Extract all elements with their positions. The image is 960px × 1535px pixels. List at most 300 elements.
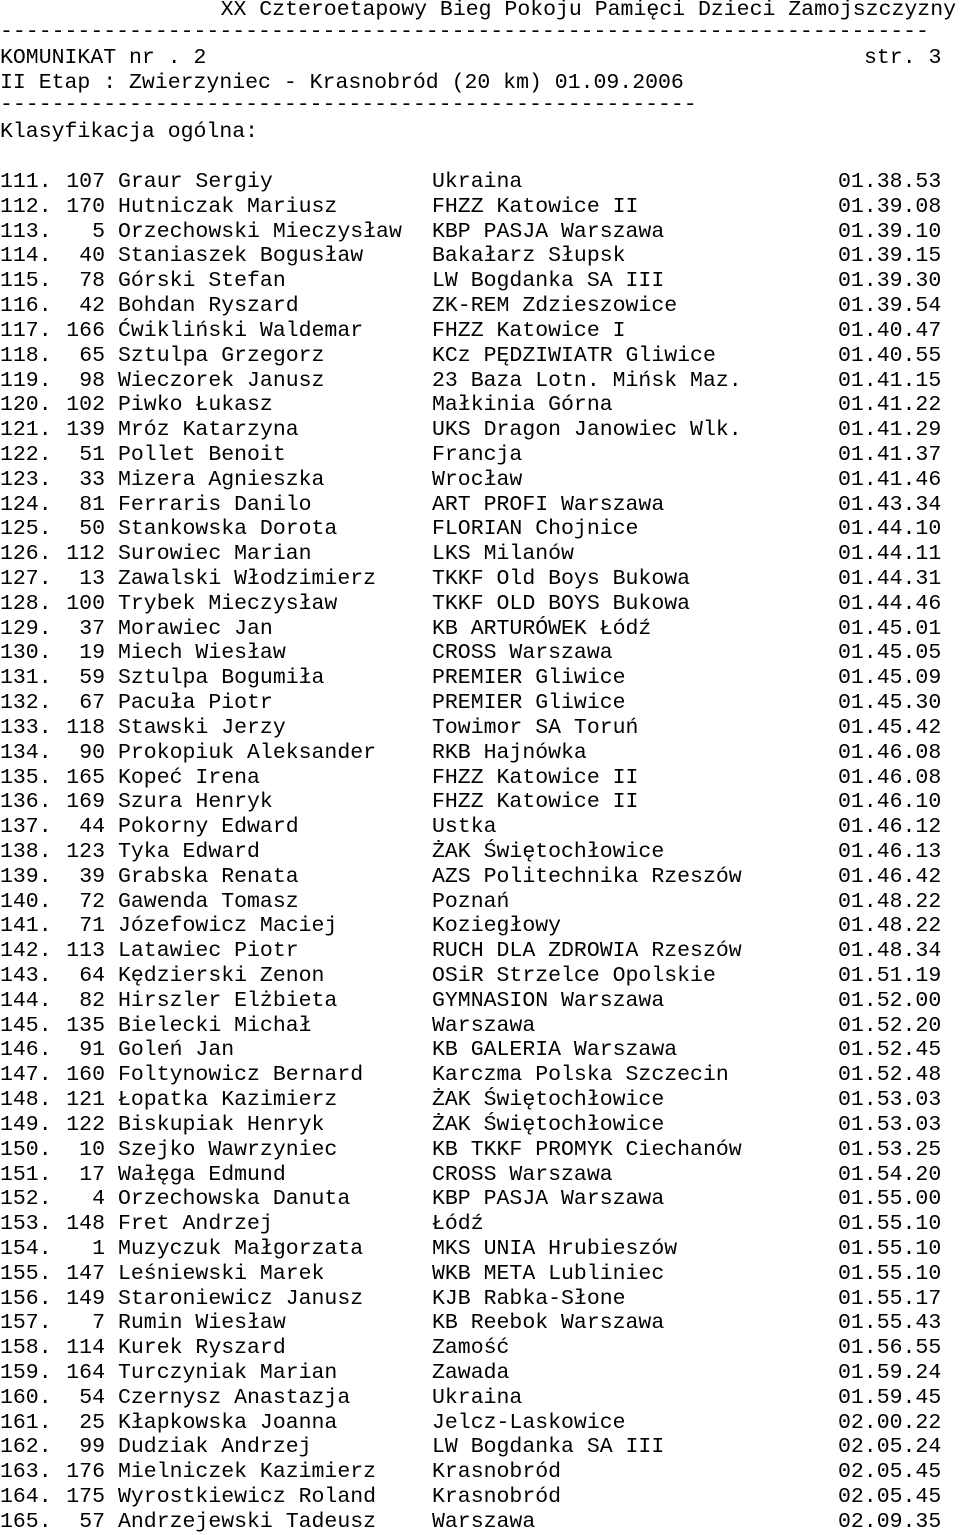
result-row — [0, 269, 960, 294]
runner-name: Staroniewicz Janusz — [118, 1286, 364, 1311]
finish-time: 01.39.10 — [838, 219, 942, 244]
club-name: LW Bogdanka SA III — [432, 269, 665, 294]
result-row — [0, 766, 960, 791]
bib-number: 107 — [66, 170, 105, 194]
finish-time: 01.39.08 — [838, 194, 942, 219]
club-name: UKS Dragon Janowiec Wlk. — [432, 418, 742, 443]
club-name: KJB Rabka-Słone — [432, 1286, 626, 1311]
result-place: 154. — [0, 1236, 52, 1261]
bib-number: 113 — [66, 939, 105, 964]
club-name: MKS UNIA Hrubieszów — [432, 1236, 678, 1261]
runner-name: Biskupiak Henryk — [118, 1112, 325, 1137]
bib-number: 102 — [66, 393, 105, 418]
club-name: ŻAK Świętochłowice — [432, 1088, 665, 1113]
result-row — [0, 1435, 960, 1460]
finish-time: 01.43.34 — [838, 492, 942, 517]
result-row — [0, 815, 960, 840]
result-place: 161. — [0, 1410, 52, 1435]
result-row — [0, 641, 960, 666]
club-name: TKKF OLD BOYS Bukowa — [432, 591, 691, 616]
club-name: ŻAK Świętochłowice — [432, 839, 665, 864]
result-place: 159. — [0, 1361, 52, 1385]
finish-time: 01.52.00 — [838, 988, 942, 1013]
result-row — [0, 1113, 960, 1138]
club-name: KB GALERIA Warszawa — [432, 1038, 678, 1063]
result-place: 146. — [0, 1038, 52, 1063]
top-divider: ------------------------------------------------------------------------ — [0, 20, 929, 44]
result-row — [0, 319, 960, 344]
result-place: 149. — [0, 1112, 52, 1137]
result-row — [0, 294, 960, 319]
runner-name: Muzyczuk Małgorzata — [118, 1236, 364, 1261]
club-name: Koziegłowy — [432, 914, 562, 939]
document-title: XX Czteroetapowy Bieg Pokoju Pamięci Dzieci Zamojszczyzny — [220, 0, 956, 22]
runner-name: Leśniewski Marek — [118, 1261, 325, 1286]
finish-time: 01.46.12 — [838, 815, 942, 840]
result-row — [0, 195, 960, 220]
bib-number: 78 — [79, 269, 105, 294]
stage-info: II Etap : Zwierzyniec - Krasnobród (20 km) 01.09.2006 — [0, 71, 684, 95]
result-row — [0, 443, 960, 468]
runner-name: Morawiec Jan — [118, 616, 273, 641]
result-place: 116. — [0, 294, 52, 319]
runner-name: Staniaszek Bogusław — [118, 244, 364, 269]
bib-number: 90 — [79, 740, 105, 765]
finish-time: 01.39.54 — [838, 294, 942, 319]
result-row — [0, 1014, 960, 1039]
result-place: 144. — [0, 988, 52, 1013]
bib-number: 72 — [79, 889, 105, 914]
result-row — [0, 1038, 960, 1063]
result-row — [0, 741, 960, 766]
result-place: 156. — [0, 1286, 52, 1311]
runner-name: Miech Wiesław — [118, 641, 286, 666]
result-place: 164. — [0, 1485, 52, 1510]
club-name: PREMIER Gliwice — [432, 691, 626, 716]
runner-name: Mielniczek Kazimierz — [118, 1460, 377, 1485]
bib-number: 118 — [66, 715, 105, 740]
finish-time: 01.55.10 — [838, 1236, 942, 1261]
runner-name: Zawalski Włodzimierz — [118, 567, 377, 591]
result-row — [0, 1237, 960, 1262]
club-name: Towimor SA Toruń — [432, 715, 639, 740]
result-place: 160. — [0, 1385, 52, 1410]
club-name: OSiR Strzelce Opolskie — [432, 964, 716, 988]
bib-number: 64 — [79, 964, 105, 988]
club-name: Karczma Polska Szczecin — [432, 1063, 729, 1088]
club-name: Ukraina — [432, 1385, 523, 1410]
finish-time: 01.40.47 — [838, 318, 942, 343]
runner-name: Kędzierski Zenon — [118, 964, 325, 988]
finish-time: 01.59.45 — [838, 1385, 942, 1410]
result-row — [0, 989, 960, 1014]
bib-number: 149 — [66, 1286, 105, 1311]
runner-name: Kłapkowska Joanna — [118, 1410, 338, 1435]
result-row — [0, 1510, 960, 1535]
finish-time: 01.53.25 — [838, 1137, 942, 1162]
result-place: 115. — [0, 269, 52, 294]
result-place: 142. — [0, 939, 52, 964]
bib-number: 112 — [66, 542, 105, 567]
bib-number: 10 — [79, 1137, 105, 1162]
bib-number: 169 — [66, 790, 105, 815]
result-row — [0, 542, 960, 567]
bib-number: 65 — [79, 343, 105, 368]
result-place: 150. — [0, 1137, 52, 1162]
result-place: 137. — [0, 815, 52, 840]
result-row — [0, 1063, 960, 1088]
result-place: 134. — [0, 740, 52, 765]
bib-number: 50 — [79, 517, 105, 542]
result-place: 143. — [0, 964, 52, 988]
result-place: 153. — [0, 1212, 52, 1237]
finish-time: 01.56.55 — [838, 1336, 942, 1361]
finish-time: 01.41.46 — [838, 467, 942, 492]
bib-number: 82 — [79, 988, 105, 1013]
finish-time: 01.45.09 — [838, 666, 942, 691]
result-place: 140. — [0, 889, 52, 914]
runner-name: Surowiec Marian — [118, 542, 312, 567]
runner-name: Foltynowicz Bernard — [118, 1063, 364, 1088]
result-row — [0, 1336, 960, 1361]
club-name: Poznań — [432, 889, 510, 914]
finish-time: 01.55.17 — [838, 1286, 942, 1311]
bib-number: 164 — [66, 1361, 105, 1385]
bib-number: 175 — [66, 1485, 105, 1510]
runner-name: Stawski Jerzy — [118, 715, 286, 740]
runner-name: Sztulpa Bogumiła — [118, 666, 325, 691]
finish-time: 01.46.08 — [838, 740, 942, 765]
club-name: FHZZ Katowice I — [432, 318, 626, 343]
runner-name: Hutniczak Mariusz — [118, 194, 338, 219]
club-name: KCz PĘDZIWIATR Gliwice — [432, 343, 716, 368]
result-place: 138. — [0, 839, 52, 864]
result-place: 151. — [0, 1162, 52, 1187]
club-name: Krasnobród — [432, 1460, 562, 1485]
result-place: 130. — [0, 641, 52, 666]
finish-time: 01.55.00 — [838, 1187, 942, 1212]
runner-name: Goleń Jan — [118, 1038, 235, 1063]
result-row — [0, 493, 960, 518]
club-name: Zawada — [432, 1361, 510, 1385]
runner-name: Ferraris Danilo — [118, 492, 312, 517]
result-row — [0, 1088, 960, 1113]
bib-number: 42 — [79, 294, 105, 319]
result-place: 111. — [0, 170, 52, 194]
finish-time: 01.44.46 — [838, 591, 942, 616]
club-name: LKS Milanów — [432, 542, 574, 567]
result-row — [0, 1287, 960, 1312]
club-name: ŻAK Świętochłowice — [432, 1112, 665, 1137]
club-name: FHZZ Katowice II — [432, 194, 639, 219]
runner-name: Orzechowska Danuta — [118, 1187, 351, 1212]
bib-number: 98 — [79, 368, 105, 393]
club-name: TKKF Old Boys Bukowa — [432, 567, 691, 591]
finish-time: 01.45.01 — [838, 616, 942, 641]
bib-number: 176 — [66, 1460, 105, 1485]
runner-name: Orzechowski Mieczysław — [118, 219, 402, 244]
result-row — [0, 418, 960, 443]
result-place: 139. — [0, 864, 52, 889]
club-name: CROSS Warszawa — [432, 641, 613, 666]
bib-number: 4 — [92, 1187, 105, 1212]
finish-time: 01.45.30 — [838, 691, 942, 716]
result-place: 125. — [0, 517, 52, 542]
runner-name: Wyrostkiewicz Roland — [118, 1485, 377, 1510]
result-place: 155. — [0, 1261, 52, 1286]
runner-name: Ćwikliński Waldemar — [118, 318, 364, 343]
result-row — [0, 890, 960, 915]
result-place: 157. — [0, 1311, 52, 1336]
runner-name: Gawenda Tomasz — [118, 889, 299, 914]
runner-name: Bielecki Michał — [118, 1013, 312, 1038]
club-name: GYMNASION Warszawa — [432, 988, 665, 1013]
club-name: Ustka — [432, 815, 497, 840]
club-name: Wrocław — [432, 467, 523, 492]
runner-name: Grabska Renata — [118, 864, 299, 889]
club-name: RUCH DLA ZDROWIA Rzeszów — [432, 939, 742, 964]
result-row — [0, 369, 960, 394]
club-name: Warszawa — [432, 1013, 536, 1038]
runner-name: Rumin Wiesław — [118, 1311, 286, 1336]
result-row — [0, 666, 960, 691]
club-name: KB Reebok Warszawa — [432, 1311, 665, 1336]
club-name: ZK-REM Zdzieszowice — [432, 294, 678, 319]
bib-number: 17 — [79, 1162, 105, 1187]
finish-time: 01.46.10 — [838, 790, 942, 815]
result-place: 136. — [0, 790, 52, 815]
bib-number: 148 — [66, 1212, 105, 1237]
runner-name: Szejko Wawrzyniec — [118, 1137, 338, 1162]
bib-number: 37 — [79, 616, 105, 641]
finish-time: 02.05.45 — [838, 1485, 942, 1510]
finish-time: 01.41.22 — [838, 393, 942, 418]
club-name: PREMIER Gliwice — [432, 666, 626, 691]
result-row — [0, 592, 960, 617]
runner-name: Turczyniak Marian — [118, 1361, 338, 1385]
finish-time: 01.54.20 — [838, 1162, 942, 1187]
finish-time: 02.09.35 — [838, 1509, 942, 1534]
result-place: 145. — [0, 1013, 52, 1038]
result-place: 148. — [0, 1088, 52, 1113]
result-row — [0, 939, 960, 964]
result-place: 135. — [0, 765, 52, 790]
runner-name: Czernysz Anastazja — [118, 1385, 351, 1410]
result-place: 128. — [0, 591, 52, 616]
bib-number: 1 — [92, 1236, 105, 1261]
runner-name: Hirszler Elżbieta — [118, 988, 338, 1013]
results-list — [0, 170, 960, 1535]
result-place: 133. — [0, 715, 52, 740]
runner-name: Fret Andrzej — [118, 1212, 273, 1237]
result-place: 121. — [0, 418, 52, 443]
runner-name: Wieczorek Janusz — [118, 368, 325, 393]
club-name: KBP PASJA Warszawa — [432, 1187, 665, 1212]
finish-time: 01.44.31 — [838, 567, 942, 591]
result-row — [0, 344, 960, 369]
result-row — [0, 244, 960, 269]
runner-name: Górski Stefan — [118, 269, 286, 294]
club-name: Łódź — [432, 1212, 484, 1237]
komunikat-label: KOMUNIKAT nr . 2 — [0, 46, 207, 70]
finish-time: 01.46.08 — [838, 765, 942, 790]
finish-time: 01.41.29 — [838, 418, 942, 443]
finish-time: 01.40.55 — [838, 343, 942, 368]
runner-name: Graur Sergiy — [118, 170, 273, 194]
bib-number: 166 — [66, 318, 105, 343]
runner-name: Andrzejewski Tadeusz — [118, 1509, 377, 1534]
finish-time: 02.00.22 — [838, 1410, 942, 1435]
result-row — [0, 716, 960, 741]
bib-number: 25 — [79, 1410, 105, 1435]
finish-time: 01.52.45 — [838, 1038, 942, 1063]
finish-time: 01.39.30 — [838, 269, 942, 294]
bib-number: 91 — [79, 1038, 105, 1063]
result-row — [0, 865, 960, 890]
classification-heading: Klasyfikacja ogólna: — [0, 120, 259, 144]
result-row — [0, 517, 960, 542]
club-name: FHZZ Katowice II — [432, 790, 639, 815]
bib-number: 51 — [79, 442, 105, 467]
result-row — [0, 393, 960, 418]
result-row — [0, 1138, 960, 1163]
bib-number: 71 — [79, 914, 105, 939]
bib-number: 59 — [79, 666, 105, 691]
result-row — [0, 1163, 960, 1188]
club-name: 23 Baza Lotn. Mińsk Maz. — [432, 368, 742, 393]
result-place: 126. — [0, 542, 52, 567]
bib-number: 19 — [79, 641, 105, 666]
result-row — [0, 220, 960, 245]
bib-number: 40 — [79, 244, 105, 269]
finish-time: 01.52.48 — [838, 1063, 942, 1088]
result-row — [0, 790, 960, 815]
club-name: Małkinia Górna — [432, 393, 613, 418]
result-row — [0, 1187, 960, 1212]
result-row — [0, 964, 960, 989]
club-name: KB TKKF PROMYK Ciechanów — [432, 1137, 742, 1162]
finish-time: 01.55.43 — [838, 1311, 942, 1336]
club-name: CROSS Warszawa — [432, 1162, 613, 1187]
finish-time: 01.44.10 — [838, 517, 942, 542]
bib-number: 39 — [79, 864, 105, 889]
result-place: 120. — [0, 393, 52, 418]
club-name: Ukraina — [432, 170, 523, 194]
bib-number: 5 — [92, 219, 105, 244]
result-place: 123. — [0, 467, 52, 492]
finish-time: 01.45.05 — [838, 641, 942, 666]
finish-time: 01.46.42 — [838, 864, 942, 889]
result-place: 127. — [0, 567, 52, 591]
bib-number: 44 — [79, 815, 105, 840]
result-place: 141. — [0, 914, 52, 939]
bib-number: 147 — [66, 1261, 105, 1286]
finish-time: 01.44.11 — [838, 542, 942, 567]
finish-time: 01.46.13 — [838, 839, 942, 864]
runner-name: Sztulpa Grzegorz — [118, 343, 325, 368]
finish-time: 01.48.22 — [838, 889, 942, 914]
bib-number: 170 — [66, 194, 105, 219]
bib-number: 123 — [66, 839, 105, 864]
club-name: RKB Hajnówka — [432, 740, 587, 765]
club-name: AZS Politechnika Rzeszów — [432, 864, 742, 889]
club-name: ART PROFI Warszawa — [432, 492, 665, 517]
finish-time: 01.51.19 — [838, 964, 942, 988]
club-name: Francja — [432, 442, 523, 467]
result-place: 165. — [0, 1509, 52, 1534]
page-number: str. 3 — [864, 46, 942, 70]
result-place: 129. — [0, 616, 52, 641]
runner-name: Mizera Agnieszka — [118, 467, 325, 492]
result-place: 163. — [0, 1460, 52, 1485]
bib-number: 13 — [79, 567, 105, 591]
bib-number: 99 — [79, 1435, 105, 1460]
finish-time: 01.38.53 — [838, 170, 942, 194]
result-place: 117. — [0, 318, 52, 343]
result-row — [0, 1262, 960, 1287]
club-name: FHZZ Katowice II — [432, 765, 639, 790]
club-name: FLORIAN Chojnice — [432, 517, 639, 542]
runner-name: Pollet Benoit — [118, 442, 286, 467]
result-row — [0, 1386, 960, 1411]
finish-time: 01.59.24 — [838, 1361, 942, 1385]
finish-time: 01.55.10 — [838, 1212, 942, 1237]
result-place: 131. — [0, 666, 52, 691]
result-place: 119. — [0, 368, 52, 393]
result-row — [0, 567, 960, 592]
bib-number: 54 — [79, 1385, 105, 1410]
result-place: 132. — [0, 691, 52, 716]
finish-time: 01.39.15 — [838, 244, 942, 269]
runner-name: Tyka Edward — [118, 839, 260, 864]
result-row — [0, 1212, 960, 1237]
runner-name: Prokopiuk Aleksander — [118, 740, 377, 765]
result-row — [0, 1361, 960, 1386]
runner-name: Dudziak Andrzej — [118, 1435, 312, 1460]
result-place: 118. — [0, 343, 52, 368]
bib-number: 81 — [79, 492, 105, 517]
club-name: LW Bogdanka SA III — [432, 1435, 665, 1460]
result-row — [0, 691, 960, 716]
finish-time: 01.53.03 — [838, 1088, 942, 1113]
bib-number: 160 — [66, 1063, 105, 1088]
finish-time: 01.41.15 — [838, 368, 942, 393]
result-place: 114. — [0, 244, 52, 269]
result-row — [0, 468, 960, 493]
bib-number: 114 — [66, 1336, 105, 1361]
club-name: Warszawa — [432, 1509, 536, 1534]
bib-number: 122 — [66, 1112, 105, 1137]
finish-time: 01.55.10 — [838, 1261, 942, 1286]
stage-divider: ------------------------------------------------------ — [0, 93, 697, 117]
runner-name: Latawiec Piotr — [118, 939, 299, 964]
result-row — [0, 1411, 960, 1436]
runner-name: Bohdan Ryszard — [118, 294, 299, 319]
club-name: WKB META Lubliniec — [432, 1261, 665, 1286]
result-row — [0, 1460, 960, 1485]
club-name: Bakałarz Słupsk — [432, 244, 626, 269]
finish-time: 01.48.22 — [838, 914, 942, 939]
result-place: 147. — [0, 1063, 52, 1088]
result-place: 152. — [0, 1187, 52, 1212]
bib-number: 57 — [79, 1509, 105, 1534]
finish-time: 01.52.20 — [838, 1013, 942, 1038]
runner-name: Kopeć Irena — [118, 765, 260, 790]
runner-name: Józefowicz Maciej — [118, 914, 338, 939]
result-place: 162. — [0, 1435, 52, 1460]
result-place: 158. — [0, 1336, 52, 1361]
finish-time: 02.05.45 — [838, 1460, 942, 1485]
